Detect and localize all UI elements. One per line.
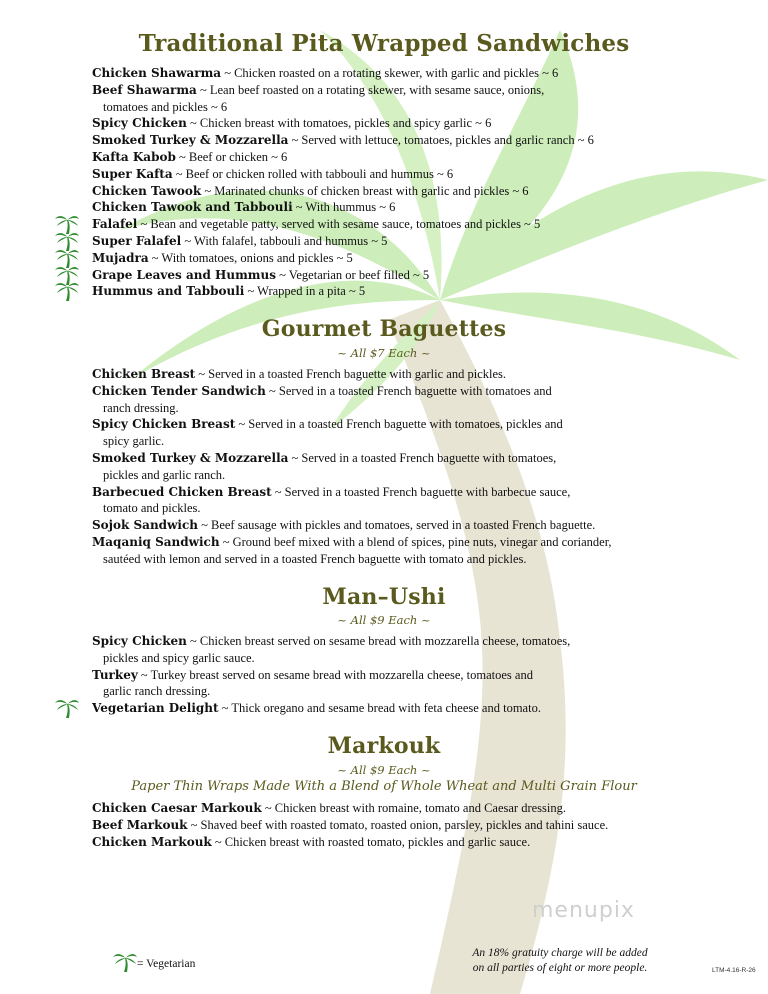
menu-item-description: ~ Chicken breast with roasted tomato, pickles and garlic sauce. [211, 834, 531, 849]
menu-item [92, 250, 712, 267]
menu-item-name: Smoked Turkey & Mozzarella [92, 133, 289, 148]
menu-item-description: ~ Shaved beef with roasted tomato, roasted onion, parsley, pickles and tahini sauce. [187, 817, 609, 832]
menu-item [92, 450, 712, 484]
markouk-subnote: Paper Thin Wraps Made With a Blend of Whole Wheat and Multi Grain Flour [131, 779, 637, 794]
menu-item [92, 149, 712, 166]
vegetarian-palm-icon [54, 696, 80, 718]
menu-item-name: Chicken Markouk [92, 834, 212, 849]
menu-item-description: ~ Thick oregano and sesame bread with feta cheese and tomato. [218, 701, 541, 716]
menu-item-name: Chicken Caesar Markouk [92, 801, 262, 815]
menupix-watermark: menupix [532, 898, 635, 923]
menu-item-name: Falafel [92, 217, 138, 232]
menu-item-name: Chicken Tawook [92, 183, 202, 198]
menu-item-name: Grape Leaves and Hummus [92, 267, 276, 282]
menu-item [92, 216, 712, 233]
menu-item-name: Spicy Chicken [92, 634, 187, 648]
menu-item-description: ~ Bean and vegetable patty, served with sesame sauce, tomatoes and pickles ~ 5 [137, 217, 541, 232]
menu-item-name: Super Falafel [92, 234, 182, 248]
menu-item-name: Chicken Tender Sandwich [92, 383, 266, 398]
manushi-price-note: ~ All $9 Each ~ [337, 613, 431, 627]
menu-item [92, 233, 712, 250]
menu-item-description-continued: pickles and garlic ranch. [103, 467, 226, 482]
menu-item-description: ~ Served in a toasted French baguette with tomatoes, pickles and [235, 417, 563, 432]
menu-item-description-continued: tomato and pickles. [103, 501, 201, 516]
vegetarian-palm-icon [54, 279, 80, 301]
menu-item [92, 283, 712, 300]
markouk-price-note: ~ All $9 Each ~ [337, 763, 431, 777]
menu-item-description-continued: spicy garlic. [103, 434, 165, 449]
menu-item [92, 633, 712, 667]
menu-item [92, 834, 712, 851]
gratuity-line-1: An 18% gratuity charge will be added [472, 947, 648, 959]
menu-item-description: ~ Beef or chicken ~ 6 [175, 150, 288, 164]
menu-item [92, 534, 712, 568]
menu-item-name: Chicken Breast [92, 367, 196, 381]
menu-item-name: Smoked Turkey & Mozzarella [92, 451, 289, 465]
menu-item-name: Chicken Shawarma [92, 66, 222, 80]
menu-item-description-continued: tomatoes and pickles ~ 6 [103, 99, 228, 114]
palm-tree-icon [112, 950, 138, 972]
menu-item-description: ~ Served in a toasted French baguette with tomatoes, [288, 451, 557, 465]
menu-item-name: Chicken Tawook and Tabbouli [92, 200, 293, 215]
menu-item [92, 267, 712, 284]
menu-item-description-continued: pickles and spicy garlic sauce. [103, 650, 255, 665]
menu-item-name: Beef Markouk [92, 817, 188, 832]
menu-item [92, 817, 712, 834]
menu-item-description: ~ Served in a toasted French baguette with barbecue sauce, [271, 484, 571, 499]
menu-item [92, 183, 712, 200]
menu-item [92, 667, 712, 701]
menu-item-name: Maqaniq Sandwich [92, 535, 220, 549]
menu-item-name: Spicy Chicken [92, 116, 187, 131]
menu-item-name: Barbecued Chicken Breast [92, 484, 272, 499]
menu-item [92, 132, 712, 149]
menu-item [92, 517, 712, 534]
menu-item [92, 416, 712, 450]
menu-item-name: Hummus and Tabbouli [92, 284, 245, 299]
menu-item-description: ~ Beef or chicken rolled with tabbouli and hummus ~ 6 [172, 166, 454, 181]
menu-item-description-continued: ranch dressing. [103, 400, 179, 415]
menu-item-description: ~ Chicken breast served on sesame bread with mozzarella cheese, tomatoes, [186, 634, 571, 648]
menu-item-description: ~ Served with lettuce, tomatoes, pickles and garlic ranch ~ 6 [288, 133, 594, 148]
menu-item-description: ~ Beef sausage with pickles and tomatoes, served in a toasted French baguette. [197, 518, 596, 533]
section-title-markouk: Markouk [327, 733, 441, 759]
menu-item [92, 65, 712, 82]
vegetarian-legend-label: = Vegetarian [137, 958, 196, 970]
menu-item-description: ~ With falafel, tabbouli and hummus ~ 5 [181, 234, 388, 248]
menu-item [92, 700, 712, 717]
menu-item-description: ~ With tomatoes, onions and pickles ~ 5 [148, 250, 353, 265]
menu-item-description: ~ Chicken breast with romaine, tomato and Caesar dressing. [261, 801, 566, 815]
menu-item-description: ~ Vegetarian or beef filled ~ 5 [275, 267, 430, 282]
menu-item-description: ~ Marinated chunks of chicken breast with garlic and pickles ~ 6 [201, 183, 529, 198]
menu-item-description: ~ Chicken roasted on a rotating skewer, with garlic and pickles ~ 6 [221, 66, 559, 80]
menu-item-description: ~ Lean beef roasted on a rotating skewer, with sesame sauce, onions, [196, 82, 545, 97]
menu-item [92, 383, 712, 417]
menu-item [92, 199, 712, 216]
menu-item-name: Vegetarian Delight [92, 701, 219, 716]
menu-item [92, 800, 712, 817]
menu-item [92, 366, 712, 383]
menu-item-name: Spicy Chicken Breast [92, 417, 236, 432]
menu-item-name: Super Kafta [92, 166, 173, 181]
menu-item [92, 82, 712, 116]
menu-item-description: ~ Served in a toasted French baguette with tomatoes and [265, 383, 552, 398]
gratuity-line-2: on all parties of eight or more people. [472, 962, 648, 974]
section-title-baguettes: Gourmet Baguettes [261, 316, 507, 342]
menu-item-description: ~ Served in a toasted French baguette with garlic and pickles. [195, 367, 507, 381]
menu-item-description: ~ Turkey breast served on sesame bread with mozzarella cheese, tomatoes and [137, 667, 533, 682]
menu-item [92, 484, 712, 518]
menu-item-description-continued: sautéed with lemon and served in a toasted French baguette with tomato and pickles. [103, 551, 527, 566]
menu-item-name: Mujadra [92, 250, 149, 265]
menu-item-name: Beef Shawarma [92, 82, 197, 97]
menu-item-name: Kafta Kabob [92, 150, 176, 164]
menu-item-description: ~ With hummus ~ 6 [292, 200, 396, 215]
section-title-pita: Traditional Pita Wrapped Sandwiches [138, 30, 630, 57]
menu-item-description: ~ Chicken breast with tomatoes, pickles and spicy garlic ~ 6 [186, 116, 492, 131]
menu-code: LTM-4.16-R-26 [712, 967, 756, 974]
menu-item-description-continued: garlic ranch dressing. [103, 684, 211, 699]
menu-item-description: ~ Wrapped in a pita ~ 5 [244, 284, 366, 299]
menu-item-name: Sojok Sandwich [92, 518, 198, 533]
baguettes-price-note: ~ All $7 Each ~ [337, 346, 431, 360]
menu-item-name: Turkey [92, 667, 138, 682]
menu-item [92, 115, 712, 132]
section-title-manushi: Man–Ushi [322, 584, 446, 610]
gratuity-note [430, 946, 690, 976]
menu-item-description: ~ Ground beef mixed with a blend of spices, pine nuts, vinegar and coriander, [219, 535, 612, 549]
menu-item [92, 166, 712, 183]
